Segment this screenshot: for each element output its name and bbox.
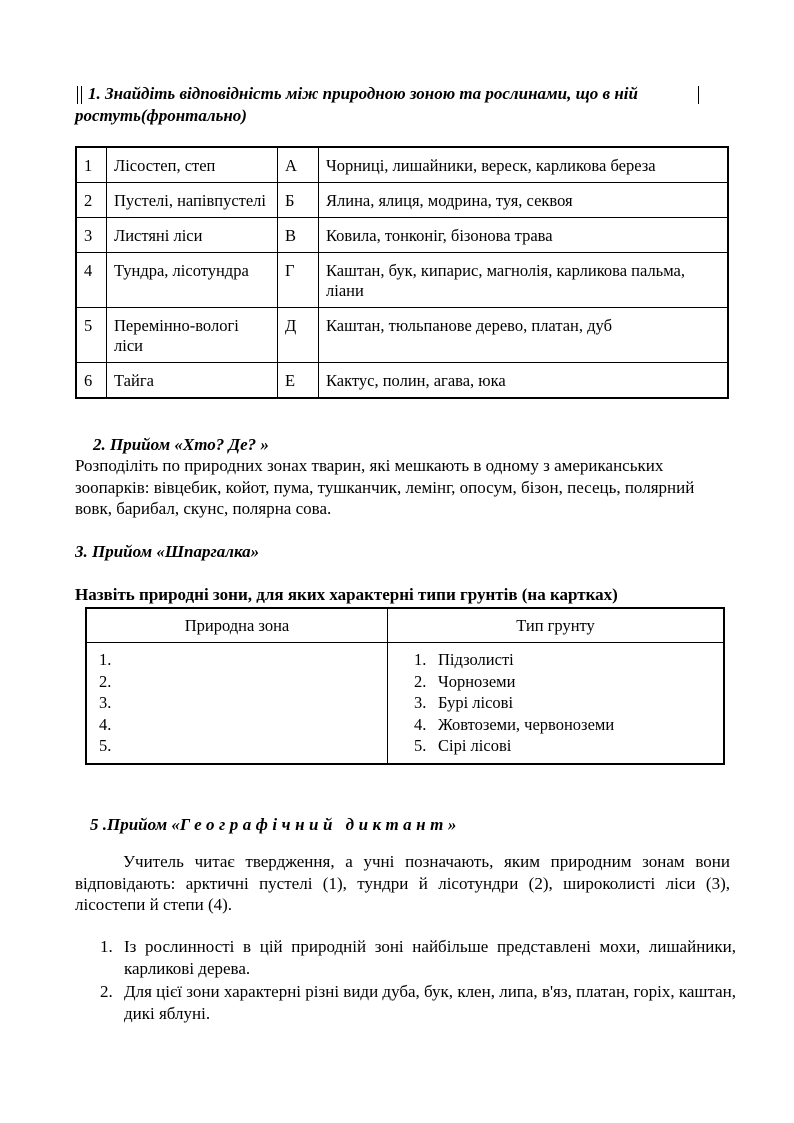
- task2-text: Розподіліть по природних зонах тварин, які мешкають в одному з американських зоопарків: вівцебик, койот, пума, тушканчик, лемінг, опосум, бізон, песець, полярний вовк, барибал, скунс, полярна сова.: [75, 456, 695, 518]
- zone-blank-item: 2.: [99, 671, 112, 691]
- dictation-item-text: Із рослинності в цій природній зоні найбільше представлені мохи, лишайники, карликові дерева.: [124, 937, 736, 978]
- soil-item-name: Підзолисті: [438, 650, 514, 669]
- soil-item: [414, 649, 719, 671]
- task5-heading-title: Географічний диктант: [179, 815, 448, 834]
- row-number: 2: [76, 183, 107, 218]
- dictation-item: [100, 981, 736, 1024]
- margin-mark-right: [698, 86, 699, 104]
- task1-title-line2: ростуть(фронтально): [75, 106, 247, 125]
- zone-name: Тайга: [107, 363, 278, 399]
- soil-item: [414, 692, 719, 714]
- plant-list: Чорниці, лишайники, вереск, карликова береза: [319, 147, 729, 183]
- plant-list: Каштан, тюльпанове дерево, платан, дуб: [319, 308, 729, 363]
- soil-item-name: Жовтоземи, червоноземи: [438, 714, 615, 734]
- zone-blank-item: 1.: [99, 650, 112, 669]
- zone-name: Лісостеп, степ: [107, 147, 278, 183]
- zone-name: Листяні ліси: [107, 218, 278, 253]
- margin-mark-left-2: [81, 86, 82, 104]
- task3-heading: 3. Прийом «Шпаргалка»: [75, 542, 260, 561]
- plant-list: Каштан, бук, кипарис, магнолія, карликова пальма, ліани: [319, 253, 729, 308]
- option-letter: Б: [278, 183, 319, 218]
- task5-heading-suffix: »: [447, 815, 457, 834]
- plant-list: Ковила, тонконіг, бізонова трава: [319, 218, 729, 253]
- soil-item-name: Чорноземи: [438, 671, 516, 691]
- plant-list: Ялина, ялиця, модрина, туя, секвоя: [319, 183, 729, 218]
- matching-row: [76, 253, 728, 308]
- soil-item-name: Бурі лісові: [438, 693, 514, 712]
- option-letter: Е: [278, 363, 319, 399]
- soil-item: [414, 671, 719, 693]
- soil-table: [85, 607, 725, 765]
- col-header-soil: Тип грунту: [388, 608, 725, 643]
- row-number: 3: [76, 218, 107, 253]
- zone-name: Пустелі, напівпустелі: [107, 183, 278, 218]
- soil-item-name: Сірі лісові: [438, 736, 512, 755]
- row-number: 4: [76, 253, 107, 308]
- option-letter: А: [278, 147, 319, 183]
- soil-item: [414, 735, 719, 757]
- row-number: 5: [76, 308, 107, 363]
- dictation-item-number: 2.: [100, 982, 113, 1001]
- task5-heading-prefix: 5 .Прийом «: [90, 815, 180, 834]
- matching-table: [75, 146, 729, 399]
- option-letter: Г: [278, 253, 319, 308]
- task5-intro: Учитель читає твердження, а учні позначають, яким природним зонам вони відповідають: арктичні пустелі (1), тундри й лісотундри (2), широколисті ліси (3), лісостепи й степи (4).: [75, 852, 730, 914]
- task1-title: [88, 84, 638, 104]
- task3-subheading: Назвіть природні зони, для яких характерні типи грунтів (на картках): [75, 585, 618, 604]
- dictation-item: [100, 936, 736, 979]
- matching-row: [76, 183, 728, 218]
- soil-item-number: 5.: [414, 736, 427, 755]
- matching-row: [76, 308, 728, 363]
- soil-item-number: 2.: [414, 671, 427, 691]
- matching-row: [76, 363, 728, 399]
- zone-name: Тундра, лісотундра: [107, 253, 278, 308]
- soil-cell: [388, 643, 725, 764]
- row-number: 1: [76, 147, 107, 183]
- matching-row: [76, 147, 728, 183]
- col-header-zone: Природна зона: [86, 608, 388, 643]
- zone-cell: [86, 643, 388, 764]
- zone-blank-item: 4.: [99, 714, 112, 734]
- row-number: 6: [76, 363, 107, 399]
- dictation-item-text: Для цієї зони характерні різні види дуба, бук, клен, липа, в'яз, платан, горіх, каштан, дикі яблуні.: [124, 982, 736, 1023]
- soil-item-number: 4.: [414, 714, 427, 734]
- plant-list: Кактус, полин, агава, юка: [319, 363, 729, 399]
- soil-item-number: 3.: [414, 693, 427, 712]
- option-letter: Д: [278, 308, 319, 363]
- soil-item-number: 1.: [414, 650, 427, 669]
- task2-heading: 2. Прийом «Хто? Де? »: [93, 435, 269, 454]
- margin-mark-left: [77, 86, 78, 104]
- zone-blank-item: 3.: [99, 693, 112, 712]
- dictation-list: [100, 936, 736, 1026]
- zone-name: Перемінно-вологі ліси: [107, 308, 278, 363]
- matching-row: [76, 218, 728, 253]
- task5-heading: [90, 815, 456, 835]
- soil-item: [414, 714, 719, 736]
- zone-blank-item: 5.: [99, 736, 112, 755]
- task1-title-number: 1.: [88, 84, 101, 103]
- task1-title-text: Знайдіть відповідність між природною зоною та рослинами, що в ній: [105, 84, 638, 103]
- dictation-item-number: 1.: [100, 937, 113, 956]
- option-letter: В: [278, 218, 319, 253]
